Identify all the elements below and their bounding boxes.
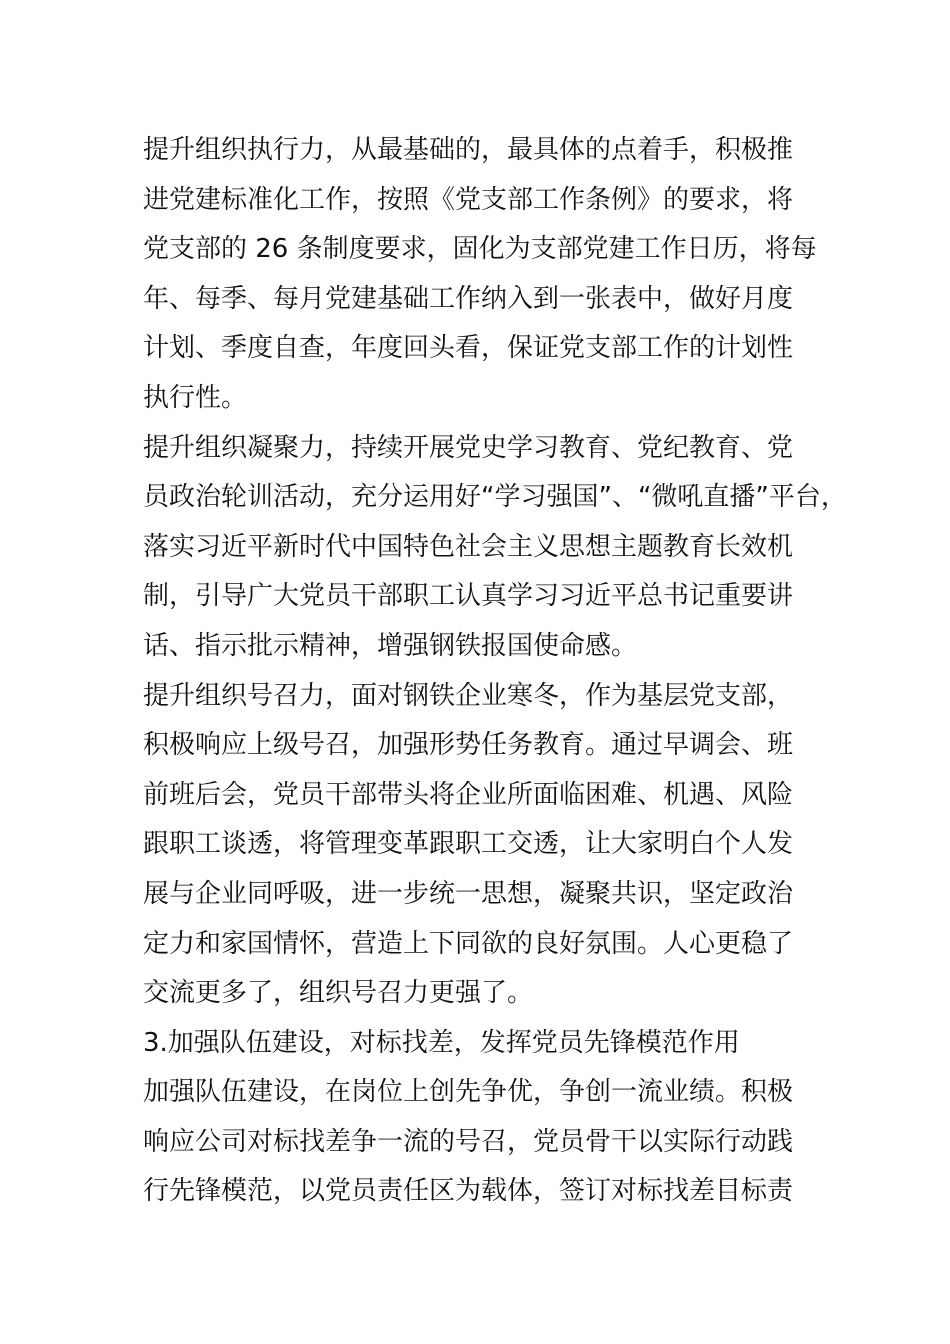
- text-line: 执行性。: [143, 382, 248, 413]
- text-line: 进党建标准化工作，按照《党支部工作条例》的要求，将: [143, 184, 794, 215]
- text-line: 展与企业同呼吸，进一步统一思想，凝聚共识，坚定政治: [143, 878, 794, 909]
- text-line: 定力和家国情怀，营造上下同欲的良好氛围。人心更稳了: [143, 928, 794, 959]
- text-line: 员政治轮训活动，充分运用好“学习强国”、“微吼直播”平台，: [143, 482, 847, 513]
- text-line: 提升组织执行力，从最基础的，最具体的点着手，积极推: [143, 135, 794, 165]
- text-line: 提升组织号召力，面对钢铁企业寒冬，作为基层党支部，: [143, 680, 794, 711]
- text-line: 加强队伍建设，在岗位上创先争优，争创一流业绩。积极: [143, 1077, 794, 1108]
- text-line: 提升组织凝聚力，持续开展党史学习教育、党纪教育、党: [143, 432, 794, 463]
- document-body: [143, 126, 847, 1217]
- text-line: 行先锋模范，以党员责任区为载体，签订对标找差目标责: [143, 1176, 794, 1207]
- section-heading: 3.加强队伍建设，对标找差，发挥党员先锋模范作用: [143, 1027, 740, 1058]
- text-line: 话、指示批示精神，增强钢铁报国使命感。: [143, 630, 638, 661]
- text-line: 党支部的 26 条制度要求，固化为支部党建工作日历，将每: [143, 234, 817, 265]
- text-line: 积极响应上级号召，加强形势任务教育。通过早调会、班: [143, 730, 794, 761]
- text-line: 落实习近平新时代中国特色社会主义思想主题教育长效机: [143, 531, 794, 562]
- text-line: 年、每季、每月党建基础工作纳入到一张表中，做好月度: [143, 283, 794, 314]
- text-line: 计划、季度自查，年度回头看，保证党支部工作的计划性: [143, 333, 794, 364]
- text-line: 前班后会，党员干部带头将企业所面临困难、机遇、风险: [143, 779, 794, 810]
- text-line: 跟职工谈透，将管理变革跟职工交透，让大家明白个人发: [143, 829, 794, 860]
- text-line: 交流更多了，组织号召力更强了。: [143, 978, 534, 1009]
- text-line: 响应公司对标找差争一流的号召，党员骨干以实际行动践: [143, 1126, 794, 1157]
- text-line: 制，引导广大党员干部职工认真学习习近平总书记重要讲: [143, 581, 794, 612]
